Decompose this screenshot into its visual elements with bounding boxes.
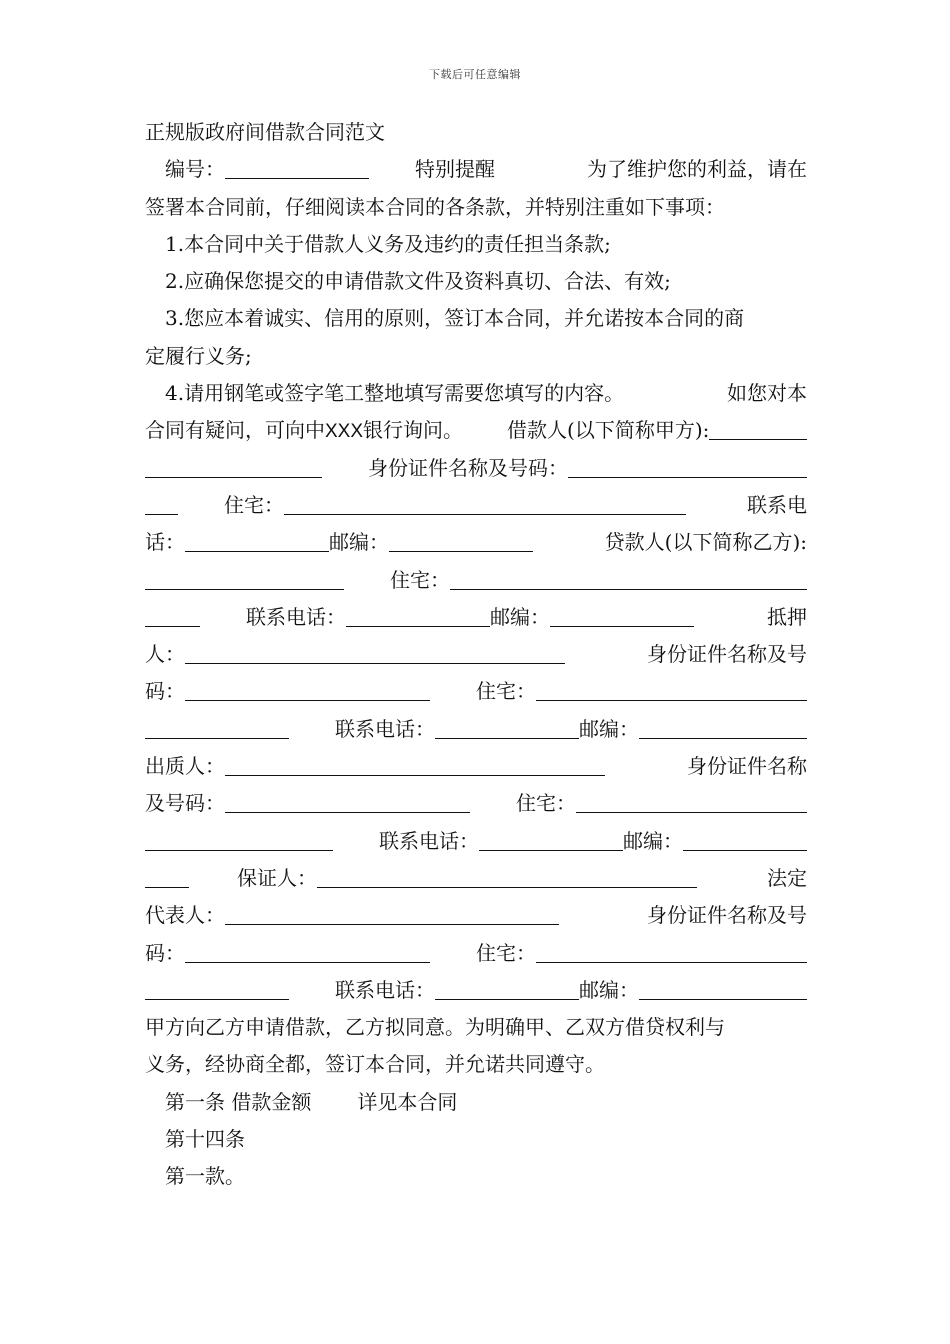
borrower-phone-field[interactable] (185, 531, 329, 552)
guarantor-residence-field-start[interactable] (536, 942, 807, 963)
agreement-line-2 (145, 1046, 807, 1083)
mortgagor-phone-line (145, 711, 807, 748)
pledgor-postcode-label: 邮编： (623, 828, 683, 853)
item-4-line (145, 375, 807, 412)
item-4a: 4.请用钢笔或签字笔工整地填写需要您填写的内容。 (165, 381, 625, 406)
guarantor-label: 保证人： (237, 865, 317, 890)
pledgor-residence-field[interactable] (145, 830, 333, 851)
number-line (145, 151, 807, 188)
mortgagor-id-label-1: 身份证件名称及号 (647, 642, 807, 667)
number-label: 编号： (165, 157, 225, 182)
lender-name-field[interactable] (145, 569, 344, 590)
agreement-text-2: 义务，经协商全都，签订本合同，并允诺共同遵守。 (145, 1052, 605, 1077)
pledgor-postcode-field-start[interactable] (683, 830, 807, 851)
lender-phone-line (145, 599, 807, 636)
guarantor-id-label-1: 身份证件名称及号 (647, 903, 807, 928)
mortgagor-label-2: 人： (145, 642, 185, 667)
guarantor-residence-field[interactable] (145, 979, 289, 1000)
lender-phone-field[interactable] (346, 606, 490, 627)
guarantor-phone-field[interactable] (435, 979, 579, 1000)
lender-postcode-label: 邮编： (490, 604, 550, 629)
article-1-text: 详见本合同 (357, 1089, 458, 1114)
guarantor-phone-label: 联系电话： (335, 977, 435, 1002)
guarantor-residence-label: 住宅： (476, 940, 536, 965)
item-3-line (145, 300, 807, 337)
lender-residence-field-start[interactable] (450, 569, 807, 590)
article-1-label: 第一条 借款金额 (165, 1089, 312, 1114)
lender-postcode-field[interactable] (550, 606, 694, 627)
item-1-line (145, 226, 807, 263)
page-header-note: 下载后可任意编辑 (429, 68, 521, 81)
borrower-id-label: 身份证件名称及号码： (368, 455, 568, 480)
mortgagor-phone-field[interactable] (435, 718, 579, 739)
item-3b: 定履行义务; (145, 343, 252, 368)
lender-residence-label: 住宅： (390, 567, 450, 592)
item-4-line-2 (145, 412, 807, 449)
legal-rep-label-2: 代表人： (145, 903, 225, 928)
mortgagor-id-field[interactable] (185, 680, 430, 701)
guarantor-id-field[interactable] (185, 942, 430, 963)
lender-residence-line (145, 562, 807, 599)
contract-document (145, 114, 807, 1196)
borrower-residence-field[interactable] (284, 494, 686, 515)
mortgagor-phone-label: 联系电话： (335, 716, 435, 741)
borrower-name-field-start[interactable] (709, 419, 807, 440)
mortgagor-id-line (145, 673, 807, 710)
pledgor-id-field[interactable] (225, 792, 470, 813)
borrower-label: 借款人(以下简称甲方): (507, 418, 710, 443)
guarantor-name-field[interactable] (317, 867, 697, 888)
item-2: 2.应确保您提交的申请借款文件及资料真切、合法、有效; (165, 269, 671, 294)
legal-rep-label-1: 法定 (767, 865, 807, 890)
borrower-residence-line (145, 487, 807, 524)
borrower-name-field[interactable] (145, 457, 322, 478)
guarantor-phone-line (145, 972, 807, 1009)
mortgagor-line (145, 636, 807, 673)
pledgor-id-line (145, 785, 807, 822)
borrower-id-field[interactable] (145, 494, 178, 515)
borrower-contact-label-1: 联系电 (747, 492, 807, 517)
guarantor-id-label-2: 码： (145, 940, 185, 965)
mortgagor-residence-field[interactable] (145, 718, 289, 739)
lender-label: 贷款人(以下简称乙方): (604, 530, 807, 555)
pledgor-residence-label: 住宅： (516, 791, 576, 816)
pledgor-phone-line (145, 823, 807, 860)
guarantor-line (145, 860, 807, 897)
item-4a-tail: 如您对本 (727, 381, 807, 406)
lender-residence-field[interactable] (145, 606, 200, 627)
pledgor-line (145, 748, 807, 785)
pledgor-postcode-field[interactable] (145, 867, 189, 888)
pledgor-name-field[interactable] (225, 755, 605, 776)
number-field[interactable] (225, 158, 369, 179)
legal-rep-line (145, 897, 807, 934)
item-4b-part-2: 银行询问。 (363, 418, 464, 443)
guarantor-postcode-label: 邮编： (579, 977, 639, 1002)
reminder-label: 特别提醒 (415, 157, 495, 182)
borrower-id-field-start[interactable] (568, 457, 807, 478)
reminder-text-2: 签署本合同前，仔细阅读本合同的各条款，并特别注重如下事项： (145, 194, 725, 219)
borrower-id-line (145, 450, 807, 487)
reminder-text: 为了维护您的利益，请在 (587, 157, 807, 182)
mortgagor-residence-label: 住宅： (476, 679, 536, 704)
article-14: 第十四条 (165, 1127, 245, 1152)
mortgagor-label-1: 抵押 (767, 604, 807, 629)
borrower-contact-label-2: 话： (145, 530, 185, 555)
pledgor-label: 出质人： (145, 754, 225, 779)
lender-phone-label: 联系电话： (246, 604, 346, 629)
article-14-line (145, 1121, 807, 1158)
guarantor-id-line (145, 935, 807, 972)
borrower-residence-label: 住宅： (224, 492, 284, 517)
item-3a: 3.您应本着诚实、信用的原则，签订本合同，并允诺按本合同的商 (165, 306, 745, 331)
pledgor-id-label-2: 及号码： (145, 791, 225, 816)
agreement-text-1: 甲方向乙方申请借款，乙方拟同意。为明确甲、乙双方借贷权利与 (145, 1015, 725, 1040)
guarantor-postcode-field[interactable] (639, 979, 807, 1000)
pledgor-residence-field-start[interactable] (576, 792, 807, 813)
mortgagor-residence-field-start[interactable] (536, 680, 807, 701)
borrower-postcode-label: 邮编： (329, 530, 389, 555)
item-4b-bank-code: XXX (325, 421, 364, 443)
item-4b-part-1: 合同有疑问，可向中 (145, 418, 325, 443)
item-3-line-2 (145, 338, 807, 375)
clause-1-line (145, 1158, 807, 1195)
pledgor-id-label-1: 身份证件名称 (687, 754, 807, 779)
mortgagor-postcode-label: 邮编： (579, 716, 639, 741)
pledgor-phone-label: 联系电话： (379, 828, 479, 853)
item-1: 1.本合同中关于借款人义务及违约的责任担当条款; (165, 231, 611, 256)
mortgagor-name-field[interactable] (185, 643, 565, 664)
agreement-line-1 (145, 1009, 807, 1046)
document-title-line (145, 114, 807, 151)
reminder-line-2 (145, 189, 807, 226)
pledgor-phone-field[interactable] (479, 830, 623, 851)
borrower-postcode-field[interactable] (389, 531, 533, 552)
document-title: 正规版政府间借款合同范文 (145, 120, 385, 144)
article-1-line (145, 1084, 807, 1121)
legal-rep-name-field[interactable] (225, 904, 559, 925)
mortgagor-postcode-field[interactable] (639, 718, 807, 739)
borrower-phone-line (145, 524, 807, 561)
clause-1: 第一款。 (165, 1164, 245, 1189)
mortgagor-id-label-2: 码： (145, 679, 185, 704)
item-2-line (145, 263, 807, 300)
